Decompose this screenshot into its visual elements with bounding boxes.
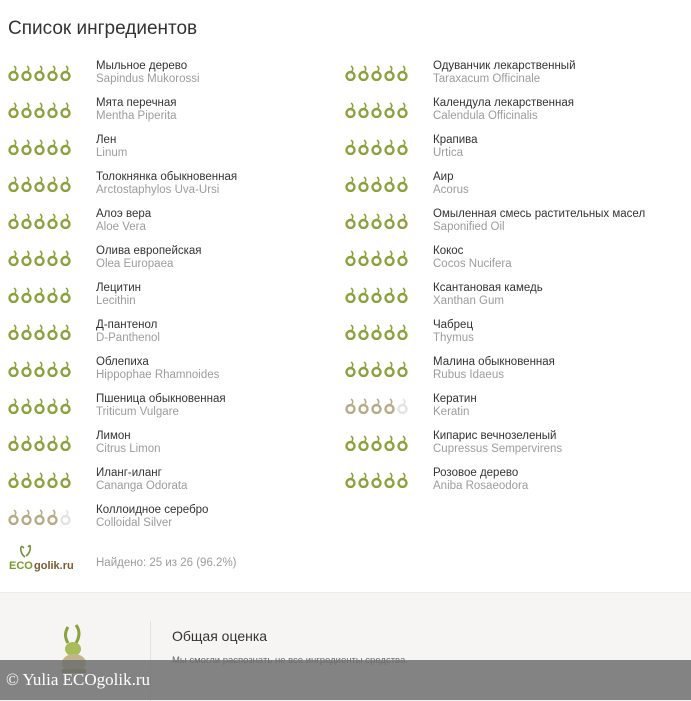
ingredient-item[interactable]: [8, 134, 328, 171]
ingredient-item[interactable]: [8, 282, 328, 319]
rating-dot-icon: [34, 398, 45, 414]
rating-dot-icon: [21, 102, 32, 118]
rating-dot-icon: [34, 250, 45, 266]
rating-icons: [345, 324, 409, 340]
ingredient-name-latin: Sapindus Mukorossi: [96, 73, 200, 85]
rating-dot-icon: [345, 324, 356, 340]
ingredient-name-latin: Arctostaphylos Uva-Ursi: [96, 184, 220, 196]
rating-dot-icon: [397, 324, 408, 340]
rating-dot-icon: [8, 509, 19, 525]
found-count: Найдено: 25 из 26 (96.2%): [96, 557, 237, 569]
rating-dot-icon: [8, 176, 19, 192]
ingredients-column-left: [8, 60, 328, 541]
ingredient-item[interactable]: [345, 393, 685, 430]
ingredient-item[interactable]: [345, 60, 685, 97]
ingredient-item[interactable]: [345, 97, 685, 134]
rating-icons: [8, 176, 72, 192]
rating-dot-icon: [47, 250, 58, 266]
rating-icons: [8, 509, 72, 525]
rating-dot-icon: [47, 287, 58, 303]
ingredient-names: [433, 208, 645, 234]
rating-icons: [8, 139, 72, 155]
ingredient-names: [96, 319, 160, 345]
rating-dot-icon: [397, 361, 408, 377]
rating-dot-icon: [34, 435, 45, 451]
ingredient-item[interactable]: [8, 60, 328, 97]
ingredient-name-ru: Аир: [433, 171, 454, 183]
ingredient-names: [433, 393, 477, 419]
ingredient-names: [96, 467, 187, 493]
ingredient-item[interactable]: [345, 208, 685, 245]
rating-icons: [345, 176, 409, 192]
rating-icons: [8, 213, 72, 229]
ingredient-name-latin: D-Panthenol: [96, 332, 160, 344]
rating-icons: [345, 102, 409, 118]
ingredient-name-ru: Алоэ вера: [96, 208, 152, 220]
rating-dot-icon: [60, 139, 71, 155]
rating-icons: [345, 435, 409, 451]
rating-dot-icon: [47, 324, 58, 340]
rating-dot-icon: [384, 250, 395, 266]
rating-dot-icon: [358, 65, 369, 81]
ingredient-name-ru: Ксантановая камедь: [433, 282, 543, 294]
rating-dot-icon: [397, 213, 408, 229]
rating-dot-icon: [345, 435, 356, 451]
ingredient-name-latin: Taraxacum Officinale: [433, 73, 541, 85]
rating-dot-icon: [60, 287, 71, 303]
rating-dot-icon: [345, 65, 356, 81]
rating-dot-icon: [8, 287, 19, 303]
rating-dot-icon: [358, 361, 369, 377]
rating-dot-icon: [384, 324, 395, 340]
rating-dot-icon: [47, 139, 58, 155]
rating-icons: [8, 398, 72, 414]
rating-dot-icon: [384, 361, 395, 377]
rating-dot-icon: [34, 102, 45, 118]
ingredient-name-ru: Омыленная смесь растительных масел: [433, 208, 646, 220]
ingredient-names: [96, 356, 219, 382]
ingredient-name-latin: Olea Europaea: [96, 258, 174, 270]
ingredient-names: [433, 430, 562, 456]
rating-dot-icon: [384, 139, 395, 155]
rating-dot-icon: [358, 139, 369, 155]
rating-dot-icon: [358, 102, 369, 118]
ingredient-name-latin: Triticum Vulgare: [96, 406, 179, 418]
rating-dot-icon: [384, 213, 395, 229]
rating-dot-icon: [397, 176, 408, 192]
ingredient-name-ru: Календула лекарственная: [433, 97, 574, 109]
rating-dot-icon: [34, 361, 45, 377]
rating-dot-icon: [371, 250, 382, 266]
rating-dot-icon: [397, 472, 408, 488]
ingredient-names: [96, 430, 161, 456]
ingredient-names: [433, 60, 576, 86]
rating-dot-icon: [47, 435, 58, 451]
ingredient-item[interactable]: [8, 430, 328, 467]
svg-text:ECO: ECO: [9, 560, 33, 572]
rating-icons: [345, 139, 409, 155]
ingredient-name-latin: Calendula Officinalis: [433, 110, 538, 122]
ecogolik-logo: [8, 544, 88, 572]
ingredient-names: [433, 467, 528, 493]
rating-icons: [345, 472, 409, 488]
rating-dot-icon: [371, 324, 382, 340]
rating-icons: [8, 435, 72, 451]
rating-dot-icon: [47, 398, 58, 414]
rating-dot-icon: [345, 250, 356, 266]
rating-icons: [8, 65, 72, 81]
rating-dot-icon: [8, 213, 19, 229]
ingredient-name-ru: Иланг-иланг: [96, 467, 162, 479]
rating-dot-icon: [358, 250, 369, 266]
ingredient-name-ru: Мята перечная: [96, 97, 177, 109]
rating-dot-icon: [34, 213, 45, 229]
rating-dot-icon: [384, 176, 395, 192]
rating-icons: [8, 361, 72, 377]
ingredient-item[interactable]: [8, 467, 328, 504]
rating-dot-icon: [47, 65, 58, 81]
rating-icons: [8, 287, 72, 303]
rating-dot-icon: [34, 324, 45, 340]
ingredient-name-latin: Aniba Rosaeodora: [433, 480, 529, 492]
ingredient-name-ru: Чабрец: [433, 319, 474, 331]
ingredient-item[interactable]: [345, 134, 685, 171]
rating-dot-icon: [8, 324, 19, 340]
rating-dot-icon: [371, 65, 382, 81]
rating-dot-icon: [21, 472, 32, 488]
rating-dot-icon: [358, 472, 369, 488]
rating-dot-icon: [8, 250, 19, 266]
rating-dot-icon: [371, 176, 382, 192]
rating-dot-icon: [345, 472, 356, 488]
svg-text:golik.ru: golik.ru: [34, 560, 74, 572]
ingredient-names: [433, 245, 512, 271]
rating-dot-icon: [397, 102, 408, 118]
ingredient-name-ru: Малина обыкновенная: [433, 356, 555, 368]
rating-dot-icon: [397, 65, 408, 81]
rating-dot-icon: [358, 324, 369, 340]
ingredient-item[interactable]: [345, 282, 685, 319]
rating-dot-icon: [8, 435, 19, 451]
ingredient-name-latin: Mentha Piperita: [96, 110, 177, 122]
ingredient-name-latin: Keratin: [433, 406, 470, 418]
rating-dot-icon: [21, 176, 32, 192]
rating-dot-icon: [60, 250, 71, 266]
rating-icons: [8, 324, 72, 340]
rating-dot-icon: [47, 176, 58, 192]
rating-dot-icon: [371, 435, 382, 451]
ingredient-item[interactable]: [8, 504, 328, 541]
rating-dot-icon: [21, 250, 32, 266]
ingredient-item[interactable]: [345, 430, 685, 467]
rating-dot-icon: [21, 361, 32, 377]
rating-dot-icon: [60, 435, 71, 451]
rating-dot-icon: [345, 213, 356, 229]
rating-dot-icon: [384, 435, 395, 451]
rating-dot-icon: [34, 472, 45, 488]
ingredient-names: [433, 356, 555, 382]
rating-dot-icon: [8, 472, 19, 488]
ingredient-names: [96, 208, 151, 234]
ingredient-name-latin: Colloidal Silver: [96, 517, 173, 529]
rating-dot-icon: [397, 398, 408, 414]
ingredient-name-latin: Xanthan Gum: [433, 295, 504, 307]
rating-dot-icon: [34, 65, 45, 81]
rating-icons: [345, 287, 409, 303]
rating-dot-icon: [21, 287, 32, 303]
ingredients-column-right: [345, 60, 685, 504]
rating-dot-icon: [47, 509, 58, 525]
ingredient-names: [96, 393, 226, 419]
ingredient-item[interactable]: [8, 393, 328, 430]
rating-dot-icon: [345, 361, 356, 377]
rating-dot-icon: [60, 361, 71, 377]
rating-dot-icon: [47, 102, 58, 118]
rating-dot-icon: [384, 287, 395, 303]
page-title: Список ингредиентов: [8, 18, 198, 39]
ingredient-names: [96, 60, 200, 86]
rating-icons: [8, 102, 72, 118]
ingredient-names: [433, 282, 543, 308]
ingredient-item[interactable]: [345, 319, 685, 356]
rating-dot-icon: [397, 435, 408, 451]
ingredient-name-latin: Citrus Limon: [96, 443, 161, 455]
ingredient-name-latin: Urtica: [433, 147, 464, 159]
ingredient-name-latin: Acorus: [433, 184, 469, 196]
rating-dot-icon: [60, 472, 71, 488]
rating-icons: [8, 250, 72, 266]
ingredient-name-latin: Cocos Nucifera: [433, 258, 512, 270]
rating-dot-icon: [21, 509, 32, 525]
ingredient-name-ru: Лен: [96, 134, 117, 146]
ingredient-name-ru: Кератин: [433, 393, 477, 405]
ingredient-name-ru: Мыльное дерево: [96, 60, 188, 72]
ingredient-name-latin: Linum: [96, 147, 128, 159]
rating-icons: [345, 213, 409, 229]
rating-dot-icon: [21, 324, 32, 340]
rating-dot-icon: [358, 176, 369, 192]
ingredient-name-latin: Thymus: [433, 332, 474, 344]
rating-dot-icon: [384, 398, 395, 414]
rating-dot-icon: [60, 398, 71, 414]
ingredient-names: [96, 504, 208, 530]
ingredient-name-ru: Кокос: [433, 245, 464, 257]
rating-icons: [345, 250, 409, 266]
ingredient-name-ru: Пшеница обыкновенная: [96, 393, 226, 405]
rating-dot-icon: [371, 102, 382, 118]
ingredient-name-latin: Aloe Vera: [96, 221, 146, 233]
rating-dot-icon: [358, 213, 369, 229]
ingredient-names: [96, 245, 202, 271]
ingredient-name-ru: Д-пантенол: [96, 319, 158, 331]
ingredient-names: [96, 282, 141, 308]
ingredient-name-ru: Лимон: [96, 430, 131, 442]
rating-dot-icon: [384, 65, 395, 81]
rating-dot-icon: [397, 287, 408, 303]
ingredient-item[interactable]: [8, 319, 328, 356]
rating-icons: [345, 398, 409, 414]
ingredient-name-ru: Розовое дерево: [433, 467, 519, 479]
ingredient-name-latin: Hippophae Rhamnoides: [96, 369, 220, 381]
rating-dot-icon: [371, 472, 382, 488]
watermark-text: © Yulia ECOgolik.ru: [6, 670, 151, 689]
rating-dot-icon: [8, 65, 19, 81]
rating-dot-icon: [371, 213, 382, 229]
rating-dot-icon: [60, 102, 71, 118]
ingredient-name-ru: Коллоидное серебро: [96, 504, 209, 516]
rating-dot-icon: [397, 139, 408, 155]
rating-dot-icon: [21, 398, 32, 414]
rating-dot-icon: [8, 361, 19, 377]
ingredient-item[interactable]: [345, 467, 685, 504]
rating-dot-icon: [8, 102, 19, 118]
ingredient-name-ru: Толокнянка обыкновенная: [96, 171, 238, 183]
rating-dot-icon: [34, 176, 45, 192]
rating-dot-icon: [34, 139, 45, 155]
ingredient-item[interactable]: [345, 171, 685, 208]
rating-dot-icon: [371, 361, 382, 377]
ingredient-name-latin: Cupressus Sempervirens: [433, 443, 563, 455]
ingredient-names: [96, 171, 237, 197]
rating-dot-icon: [34, 287, 45, 303]
rating-dot-icon: [21, 139, 32, 155]
rating-dot-icon: [358, 435, 369, 451]
found-summary: [8, 544, 408, 574]
rating-dot-icon: [60, 176, 71, 192]
ingredient-name-ru: Облепиха: [96, 356, 149, 368]
ingredient-item[interactable]: [8, 97, 328, 134]
rating-dot-icon: [60, 65, 71, 81]
ingredient-names: [96, 134, 127, 160]
summary-title: Общая оценка: [172, 628, 268, 644]
ingredient-item[interactable]: [8, 245, 328, 282]
ingredient-name-latin: Lecithin: [96, 295, 136, 307]
ingredient-names: [433, 134, 478, 160]
ingredient-names: [433, 319, 474, 345]
rating-dot-icon: [8, 398, 19, 414]
rating-icons: [8, 472, 72, 488]
rating-dot-icon: [60, 509, 71, 525]
rating-dot-icon: [21, 65, 32, 81]
rating-dot-icon: [345, 139, 356, 155]
rating-dot-icon: [345, 287, 356, 303]
rating-dot-icon: [60, 324, 71, 340]
ingredient-name-latin: Rubus Idaeus: [433, 369, 504, 381]
rating-dot-icon: [384, 472, 395, 488]
rating-dot-icon: [47, 361, 58, 377]
ingredient-item[interactable]: [345, 245, 685, 282]
ingredient-name-ru: Одуванчик лекарственный: [433, 60, 576, 72]
rating-dot-icon: [371, 287, 382, 303]
ingredient-name-ru: Лецитин: [96, 282, 141, 294]
rating-icons: [345, 361, 409, 377]
rating-dot-icon: [345, 176, 356, 192]
rating-dot-icon: [371, 139, 382, 155]
ingredient-names: [96, 97, 177, 123]
rating-dot-icon: [21, 435, 32, 451]
rating-dot-icon: [21, 213, 32, 229]
ingredient-item[interactable]: [8, 356, 328, 393]
ingredient-name-ru: Кипарис вечнозеленый: [433, 430, 557, 442]
rating-dot-icon: [34, 509, 45, 525]
ingredient-item[interactable]: [8, 171, 328, 208]
rating-dot-icon: [60, 213, 71, 229]
rating-dot-icon: [358, 398, 369, 414]
rating-dot-icon: [384, 102, 395, 118]
ingredient-names: [433, 171, 469, 197]
ingredient-name-ru: Олива европейская: [96, 245, 202, 257]
rating-dot-icon: [345, 398, 356, 414]
ingredient-names: [433, 97, 574, 123]
ingredient-name-latin: Cananga Odorata: [96, 480, 188, 492]
rating-dot-icon: [8, 139, 19, 155]
ingredient-item[interactable]: [8, 208, 328, 245]
rating-dot-icon: [371, 398, 382, 414]
rating-dot-icon: [47, 472, 58, 488]
ingredient-name-ru: Крапива: [433, 134, 478, 146]
rating-dot-icon: [345, 102, 356, 118]
ingredient-name-latin: Saponified Oil: [433, 221, 505, 233]
watermark-bar: [0, 660, 691, 700]
rating-dot-icon: [397, 250, 408, 266]
rating-dot-icon: [47, 213, 58, 229]
rating-icons: [345, 65, 409, 81]
rating-dot-icon: [358, 287, 369, 303]
ingredient-item[interactable]: [345, 356, 685, 393]
